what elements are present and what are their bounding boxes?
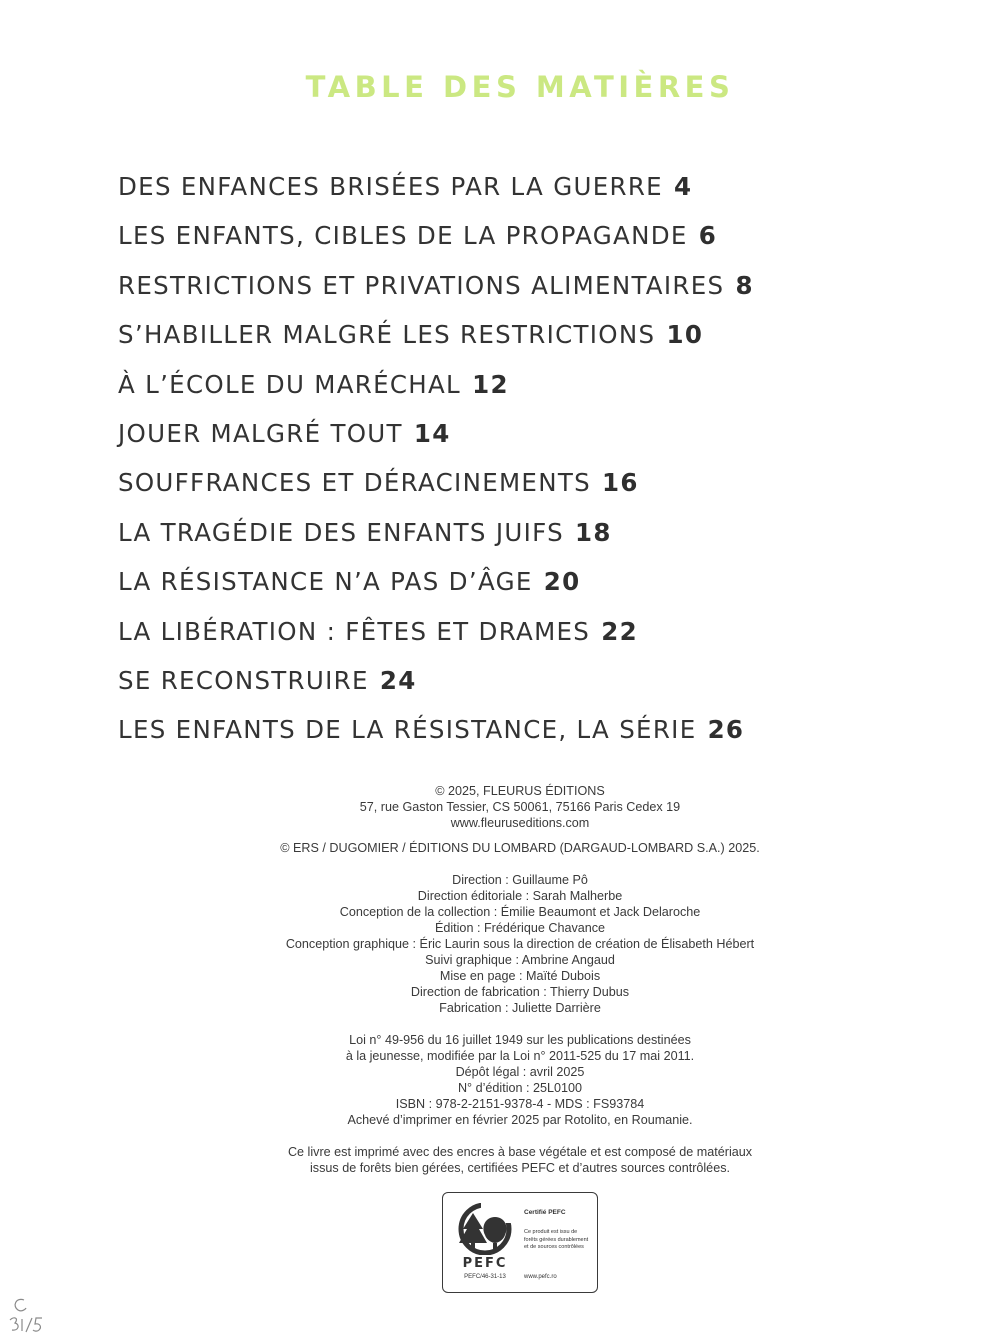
toc-item [118,363,754,412]
toc-item-label: JOUER MALGRÉ TOUT [118,418,403,448]
credit-line: Direction éditoriale : Sarah Malherbe [417,889,623,903]
credit-line: Direction : Guillaume Pô [452,873,588,887]
publisher-website: www.fleuruseditions.com [450,816,590,830]
toc-item [118,511,754,560]
legal-line: Dépôt légal : avril 2025 [455,1065,585,1079]
pefc-code: PEFC/46-31-13 [464,1274,506,1280]
toc-item [118,165,754,214]
toc-item-label: SE RECONSTRUIRE [118,665,369,695]
eco-statement [0,1144,1000,1176]
publisher-block [0,783,1000,831]
toc-item-label: LA RÉSISTANCE N’A PAS D’ÂGE [118,567,533,597]
toc-item-page: 4 [674,172,693,201]
toc-item [118,659,754,708]
team-credits [0,872,1000,1016]
table-of-contents [118,165,754,758]
toc-item-label: À L’ÉCOLE DU MARÉCHAL [118,369,462,399]
toc-item [118,313,754,362]
toc-item-page: 8 [735,270,754,300]
page-title: TABLE DES MATIÈRES [305,70,735,104]
credit-line: Direction de fabrication : Thierry Dubus [410,985,630,999]
pefc-certification-badge [442,1192,598,1293]
credit-line: Édition : Frédérique Chavance [434,921,606,935]
legal-line: ISBN : 978-2-2151-9378-4 - MDS : FS93784 [395,1097,645,1111]
toc-item [118,461,754,510]
pefc-url: www.pefc.ro [524,1274,557,1280]
toc-item-page: 18 [575,517,612,547]
toc-item [118,560,754,609]
toc-item-page: 6 [698,221,718,251]
toc-item [118,264,754,313]
toc-item-label: LES ENFANTS, CIBLES DE LA PROPAGANDE [118,221,688,251]
rights-line: © ERS / DUGOMIER / ÉDITIONS DU LOMBARD (DARGAUD-LOMBARD S.A.) 2025. [280,841,760,855]
handwritten-note [4,1294,44,1338]
toc-item-label: LES ENFANTS DE LA RÉSISTANCE, LA SÉRIE [118,715,697,745]
toc-item-page: 20 [543,567,581,597]
toc-item-label: LA LIBÉRATION : FÊTES ET DRAMES [118,616,591,646]
legal-line: Achevé d’imprimer en février 2025 par Rotolito, en Roumanie. [347,1113,693,1127]
toc-item-label: DES ENFANCES BRISÉES PAR LA GUERRE [118,172,663,201]
credit-line: Conception de la collection : Émilie Beaumont et Jack Delaroche [339,905,701,919]
credit-line: Conception graphique : Éric Laurin sous la direction de création de Élisabeth Hébert [285,937,755,951]
pefc-logo-word: PEFC [462,1256,508,1271]
toc-item-label: LA TRAGÉDIE DES ENFANTS JUIFS [118,517,564,547]
toc-item [118,214,754,263]
legal-block [0,1032,1000,1128]
toc-item-label: S’HABILLER MALGRÉ LES RESTRICTIONS [118,320,656,350]
toc-item-page: 12 [472,369,509,399]
toc-item-label: SOUFFRANCES ET DÉRACINEMENTS [118,468,591,498]
eco-line: Ce livre est imprimé avec des encres à base végétale et est composé de matériaux [287,1145,753,1159]
toc-item-page: 22 [601,616,638,646]
toc-item-page: 26 [707,715,745,745]
legal-line: N° d’édition : 25L0100 [457,1081,583,1095]
credit-line: Mise en page : Maïté Dubois [439,969,601,983]
credit-line: Suivi graphique : Ambrine Angaud [425,953,615,967]
toc-item-page: 14 [413,418,451,448]
rights-block [0,840,1000,856]
eco-line: issus de forêts bien gérées, certifiées PEFC et d’autres sources contrôlées. [310,1161,730,1175]
legal-line: Loi n° 49-956 du 16 juillet 1949 sur les publications destinées [349,1033,691,1047]
toc-item-page: 10 [666,320,704,350]
toc-item-label: RESTRICTIONS ET PRIVATIONS ALIMENTAIRES [118,270,725,300]
pefc-description: Ce produit est issu de forêts gérées durablement et de sources contrôlées [524,1229,589,1250]
toc-item-page: 24 [379,665,417,695]
toc-item [118,610,754,659]
credit-line: Fabrication : Juliette Darrière [439,1001,601,1015]
publisher-copyright: © 2025, FLEURUS ÉDITIONS [435,784,605,798]
publisher-address: 57, rue Gaston Tessier, CS 50061, 75166 Paris Cedex 19 [359,800,681,814]
pefc-certified-label: Certifié PEFC [524,1209,566,1216]
toc-item [118,412,754,461]
pefc-tree-logo-icon [453,1203,517,1255]
legal-line: à la jeunesse, modifiée par la Loi n° 2011-525 du 17 mai 2011. [345,1049,695,1063]
toc-item-page: 16 [602,468,639,498]
toc-item [118,708,754,757]
